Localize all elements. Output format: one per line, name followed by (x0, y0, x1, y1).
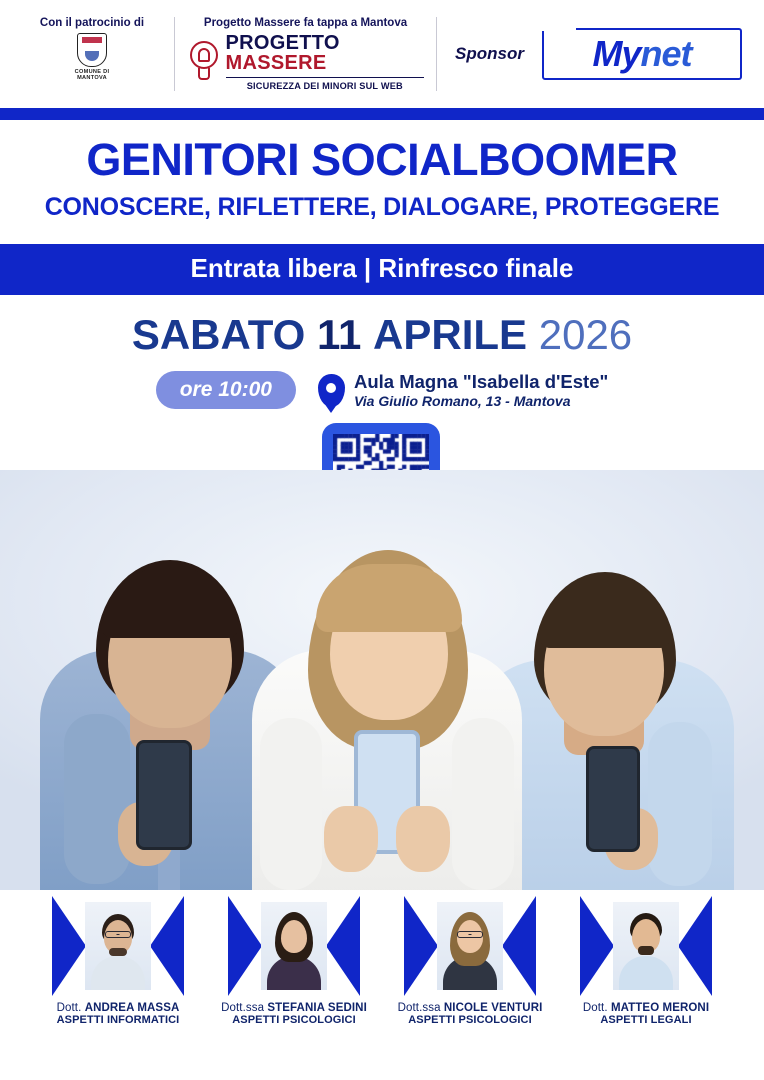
entry-band: Entrata libera | Rinfresco finale (0, 244, 764, 295)
speaker-portrait (261, 902, 327, 990)
sponsor-label: Sponsor (455, 44, 524, 63)
massere-logo (187, 33, 424, 91)
event-location (318, 371, 608, 409)
mynet-name-part2: net (640, 33, 692, 74)
speaker-role: ASPETTI PSICOLOGICI (408, 1014, 532, 1026)
massere-tagline: Progetto Massere fa tappa a Mantova (203, 17, 408, 29)
massere-subtitle: SICUREZZA DEI MINORI SUL WEB (226, 77, 425, 91)
chevron-right-icon (502, 896, 536, 996)
kid-left-hair-top (102, 568, 238, 638)
glasses-icon (105, 931, 131, 938)
chevron-right-icon (678, 896, 712, 996)
kid-center-arm-left (260, 718, 322, 890)
speaker-prefix: Dott.ssa (397, 1002, 441, 1014)
chevron-left-icon (228, 896, 262, 996)
chevron-left-icon (52, 896, 86, 996)
page-subtitle: CONOSCERE, RIFLETTERE, DIALOGARE, PROTEGGERE (44, 193, 720, 222)
massere-name-part1: PROGETTO (225, 32, 340, 54)
massere-name-part2: MASSERE (225, 52, 327, 74)
speaker-badge (582, 896, 710, 996)
speaker-card (558, 896, 734, 1026)
chevron-left-icon (404, 896, 438, 996)
speaker-role: ASPETTI PSICOLOGICI (232, 1014, 356, 1026)
glasses-icon (457, 931, 483, 938)
speaker-badge (54, 896, 182, 996)
kid-center-arm-right (452, 718, 514, 890)
header-bar (0, 0, 764, 108)
headline-block (0, 120, 764, 230)
speaker-role: ASPETTI LEGALI (600, 1014, 692, 1026)
top-blue-rule (0, 108, 764, 120)
speaker-name (382, 1002, 558, 1014)
progetto-massere-block (187, 17, 424, 91)
speaker-fullname: MATTEO MERONI (610, 1002, 710, 1014)
kid-left-arm (64, 714, 130, 884)
speaker-name (30, 1002, 206, 1014)
speaker-badge (406, 896, 534, 996)
speaker-portrait (613, 902, 679, 990)
speaker-role: ASPETTI INFORMATICI (56, 1014, 180, 1026)
speaker-card (30, 896, 206, 1026)
kid-center-hand-right (396, 806, 450, 872)
speaker-prefix: Dott. (582, 1002, 608, 1014)
speaker-fullname: NICOLE VENTURI (443, 1002, 543, 1014)
event-day-name: SABATO (131, 311, 306, 359)
venue-address: Via Giulio Romano, 13 - Mantova (353, 393, 571, 410)
speaker-card (206, 896, 382, 1026)
event-day-number: 11 (316, 311, 362, 359)
chevron-right-icon (150, 896, 184, 996)
event-year: 2026 (538, 311, 633, 359)
speaker-name (206, 1002, 382, 1014)
speakers-row (0, 890, 764, 1080)
kid-right-phone (586, 746, 640, 852)
speaker-prefix: Dott. (56, 1002, 82, 1014)
event-month: APRILE (373, 311, 528, 359)
map-pin-icon (318, 374, 345, 407)
divider (436, 17, 437, 91)
divider (174, 17, 175, 91)
chevron-right-icon (326, 896, 360, 996)
speaker-name (558, 1002, 734, 1014)
sponsor-block (449, 28, 742, 80)
event-date (0, 311, 764, 359)
chevron-left-icon (580, 896, 614, 996)
speaker-card (382, 896, 558, 1026)
kid-left-phone (136, 740, 192, 850)
page-title: GENITORI SOCIALBOOMER (86, 134, 678, 185)
speaker-portrait (85, 902, 151, 990)
comune-mantova-crest-icon (69, 33, 115, 91)
event-time-badge: ore 10:00 (156, 371, 296, 409)
crest-caption: COMUNE DI MANTOVA (74, 69, 110, 82)
speaker-fullname: STEFANIA SEDINI (267, 1002, 367, 1014)
speaker-portrait (437, 902, 503, 990)
kid-center-hair-top (316, 564, 462, 632)
speaker-badge (230, 896, 358, 996)
mynet-name-part1: My (592, 33, 641, 74)
patrocinio-label: Con il patrocinio di (39, 17, 145, 29)
speaker-prefix: Dott.ssa (221, 1002, 265, 1014)
patrocinio-block (22, 17, 162, 91)
kid-right-arm (648, 722, 712, 886)
kid-center-hand-left (324, 806, 378, 872)
mynet-logo (542, 28, 742, 80)
photo-three-kids-with-phones (0, 470, 764, 900)
kid-center (252, 470, 522, 900)
venue-name: Aula Magna "Isabella d'Este" (353, 371, 609, 393)
lightbulb-icon (187, 41, 218, 83)
speaker-fullname: ANDREA MASSA (84, 1002, 180, 1014)
time-location-row (0, 371, 764, 409)
